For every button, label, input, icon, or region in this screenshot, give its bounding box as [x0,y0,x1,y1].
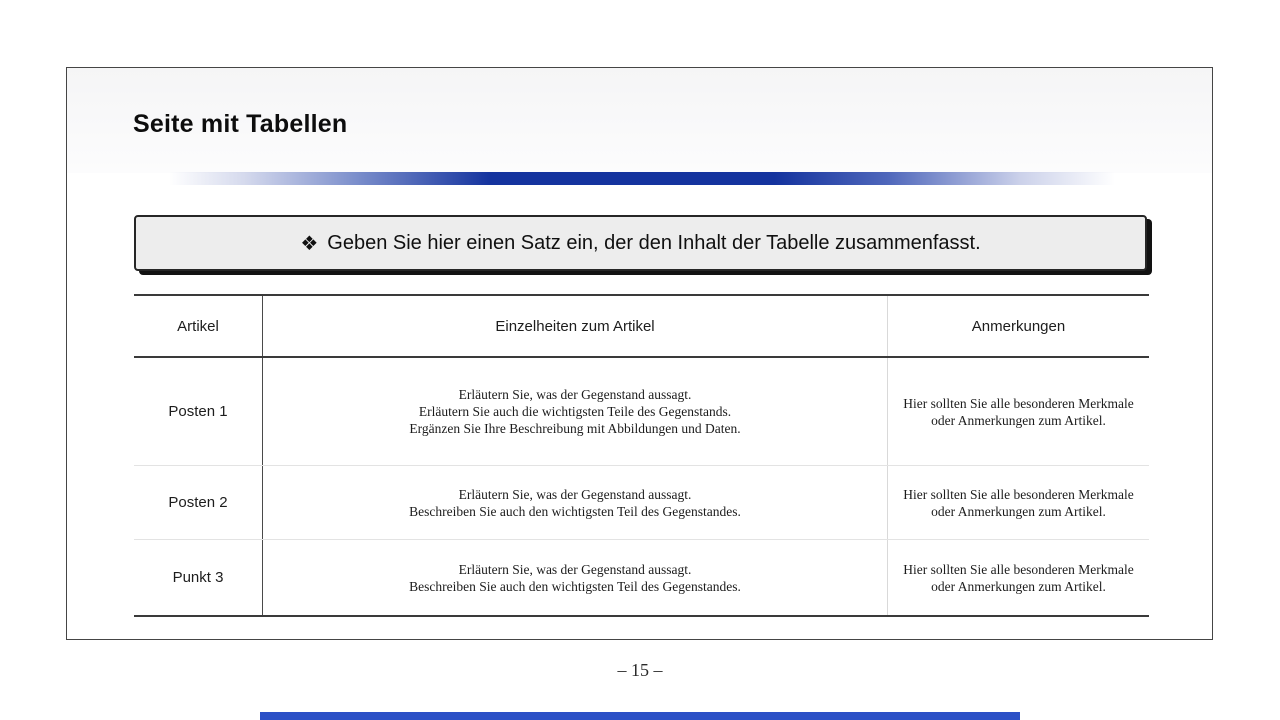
diamond-bullet-icon: ❖ [300,232,319,255]
items-table [134,294,1149,617]
column-header-artikel: Artikel [134,296,263,356]
table-row [134,539,1149,615]
table-row [134,358,1149,465]
slide-title: Seite mit Tabellen [133,110,348,138]
bottom-blue-bar [260,712,1020,720]
details-cell: Erläutern Sie, was der Gegenstand aussagt. Beschreiben Sie auch den wichtigsten Teil des Gegenstandes. [263,466,888,539]
slide-canvas [66,67,1213,640]
column-header-einzelheiten: Einzelheiten zum Artikel [263,296,888,356]
column-header-anmerkungen: Anmerkungen [971,317,1066,335]
notes-cell: Hier sollten Sie alle besonderen Merkmale oder Anmerkungen zum Artikel. [903,486,1134,519]
summary-callout-text: Geben Sie hier einen Satz ein, der den Inhalt der Tabelle zusammenfasst. [327,231,981,254]
table-body [134,358,1149,615]
page-number: – 15 – [617,660,663,680]
item-cell: Posten 2 [134,466,263,539]
blue-gradient-divider [169,172,1115,185]
notes-cell: Hier sollten Sie alle besonderen Merkmale oder Anmerkungen zum Artikel. [903,395,1134,428]
item-cell: Posten 1 [134,358,263,465]
table-header-row [134,296,1149,358]
item-cell: Punkt 3 [134,540,263,615]
notes-cell: Hier sollten Sie alle besonderen Merkmale oder Anmerkungen zum Artikel. [903,561,1134,594]
slide-header-band [67,68,1212,173]
table-row [134,465,1149,539]
summary-callout [134,215,1147,271]
details-cell: Erläutern Sie, was der Gegenstand aussagt. Beschreiben Sie auch den wichtigsten Teil des Gegenstandes. [263,540,888,615]
details-cell: Erläutern Sie, was der Gegenstand aussagt. Erläutern Sie auch die wichtigsten Teile des Gegenstands. Ergänzen Sie Ihre Beschreibung mit Abbildungen und Daten. [263,358,888,465]
